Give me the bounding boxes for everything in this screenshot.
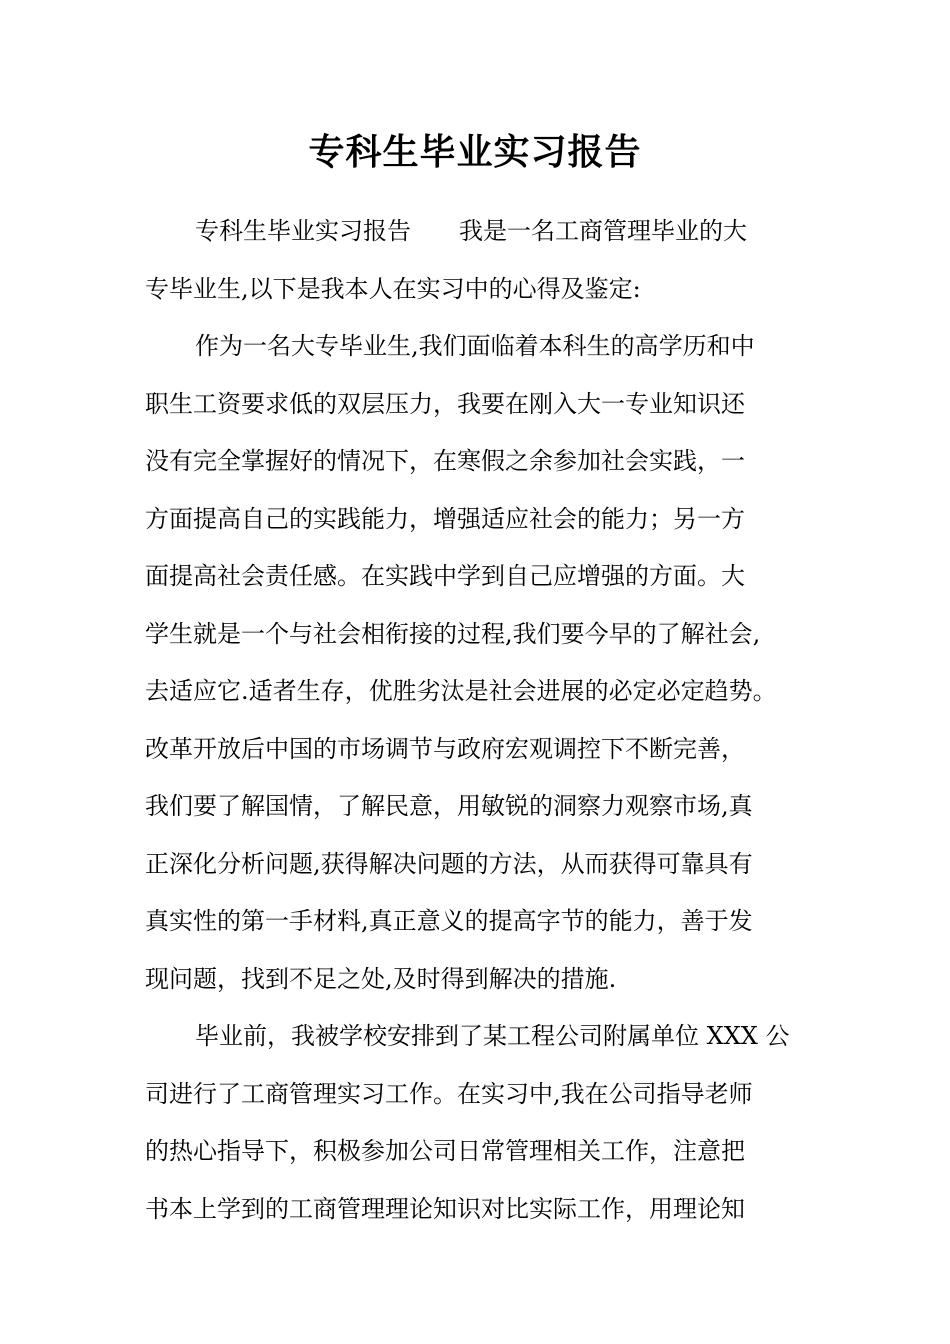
paragraph-line: 真实性的第一手材料,真正意义的提高字节的能力，善于发 xyxy=(145,907,753,935)
paragraph-line: 我们要了解国情，了解民意，用敏锐的洞察力观察市场,真 xyxy=(145,792,753,820)
paragraph-line: 没有完全掌握好的情况下，在寒假之余参加社会实践，一 xyxy=(145,447,745,475)
document-body xyxy=(145,203,810,1238)
paragraph-line: 专科生毕业实习报告 我是一名工商管理毕业的大 xyxy=(195,217,747,245)
paragraph-line: 现问题，找到不足之处,及时得到解决的措施. xyxy=(145,964,617,993)
paragraph-line: 专毕业生,以下是我本人在实习中的心得及鉴定: xyxy=(145,274,641,303)
paragraph-line: 面提高社会责任感。在实践中学到自己应增强的方面。大 xyxy=(145,562,745,590)
paragraph-line: 方面提高自己的实践能力，增强适应社会的能力；另一方 xyxy=(145,504,745,533)
paragraph-line: 学生就是一个与社会相衔接的过程,我们要今早的了解社会, xyxy=(145,619,761,648)
paragraph-line: 书本上学到的工商管理理论知识对比实际工作，用理论知 xyxy=(145,1194,745,1223)
paragraph-line: 正深化分析问题,获得解决问题的方法，从而获得可靠具有 xyxy=(145,849,753,878)
paragraph-line: 改革开放后中国的市场调节与政府宏观调控下不断完善， xyxy=(145,734,745,763)
paragraph-line: 毕业前，我被学校安排到了某工程公司附属单位 XXX 公 xyxy=(195,1022,790,1050)
document-title: 专科生毕业实习报告 xyxy=(308,132,642,173)
paragraph-line: 职生工资要求低的双层压力，我要在刚入大一专业知识还 xyxy=(145,389,745,418)
paragraph-line: 去适应它.适者生存，优胜劣汰是社会进展的必定必定趋势。 xyxy=(145,677,777,705)
paragraph-line: 作为一名大专毕业生,我们面临着本科生的高学历和中 xyxy=(195,332,755,360)
paragraph-line: 的热心指导下，积极参加公司日常管理相关工作，注意把 xyxy=(145,1137,745,1165)
paragraph-line: 司进行了工商管理实习工作。在实习中,我在公司指导老师 xyxy=(145,1079,753,1108)
